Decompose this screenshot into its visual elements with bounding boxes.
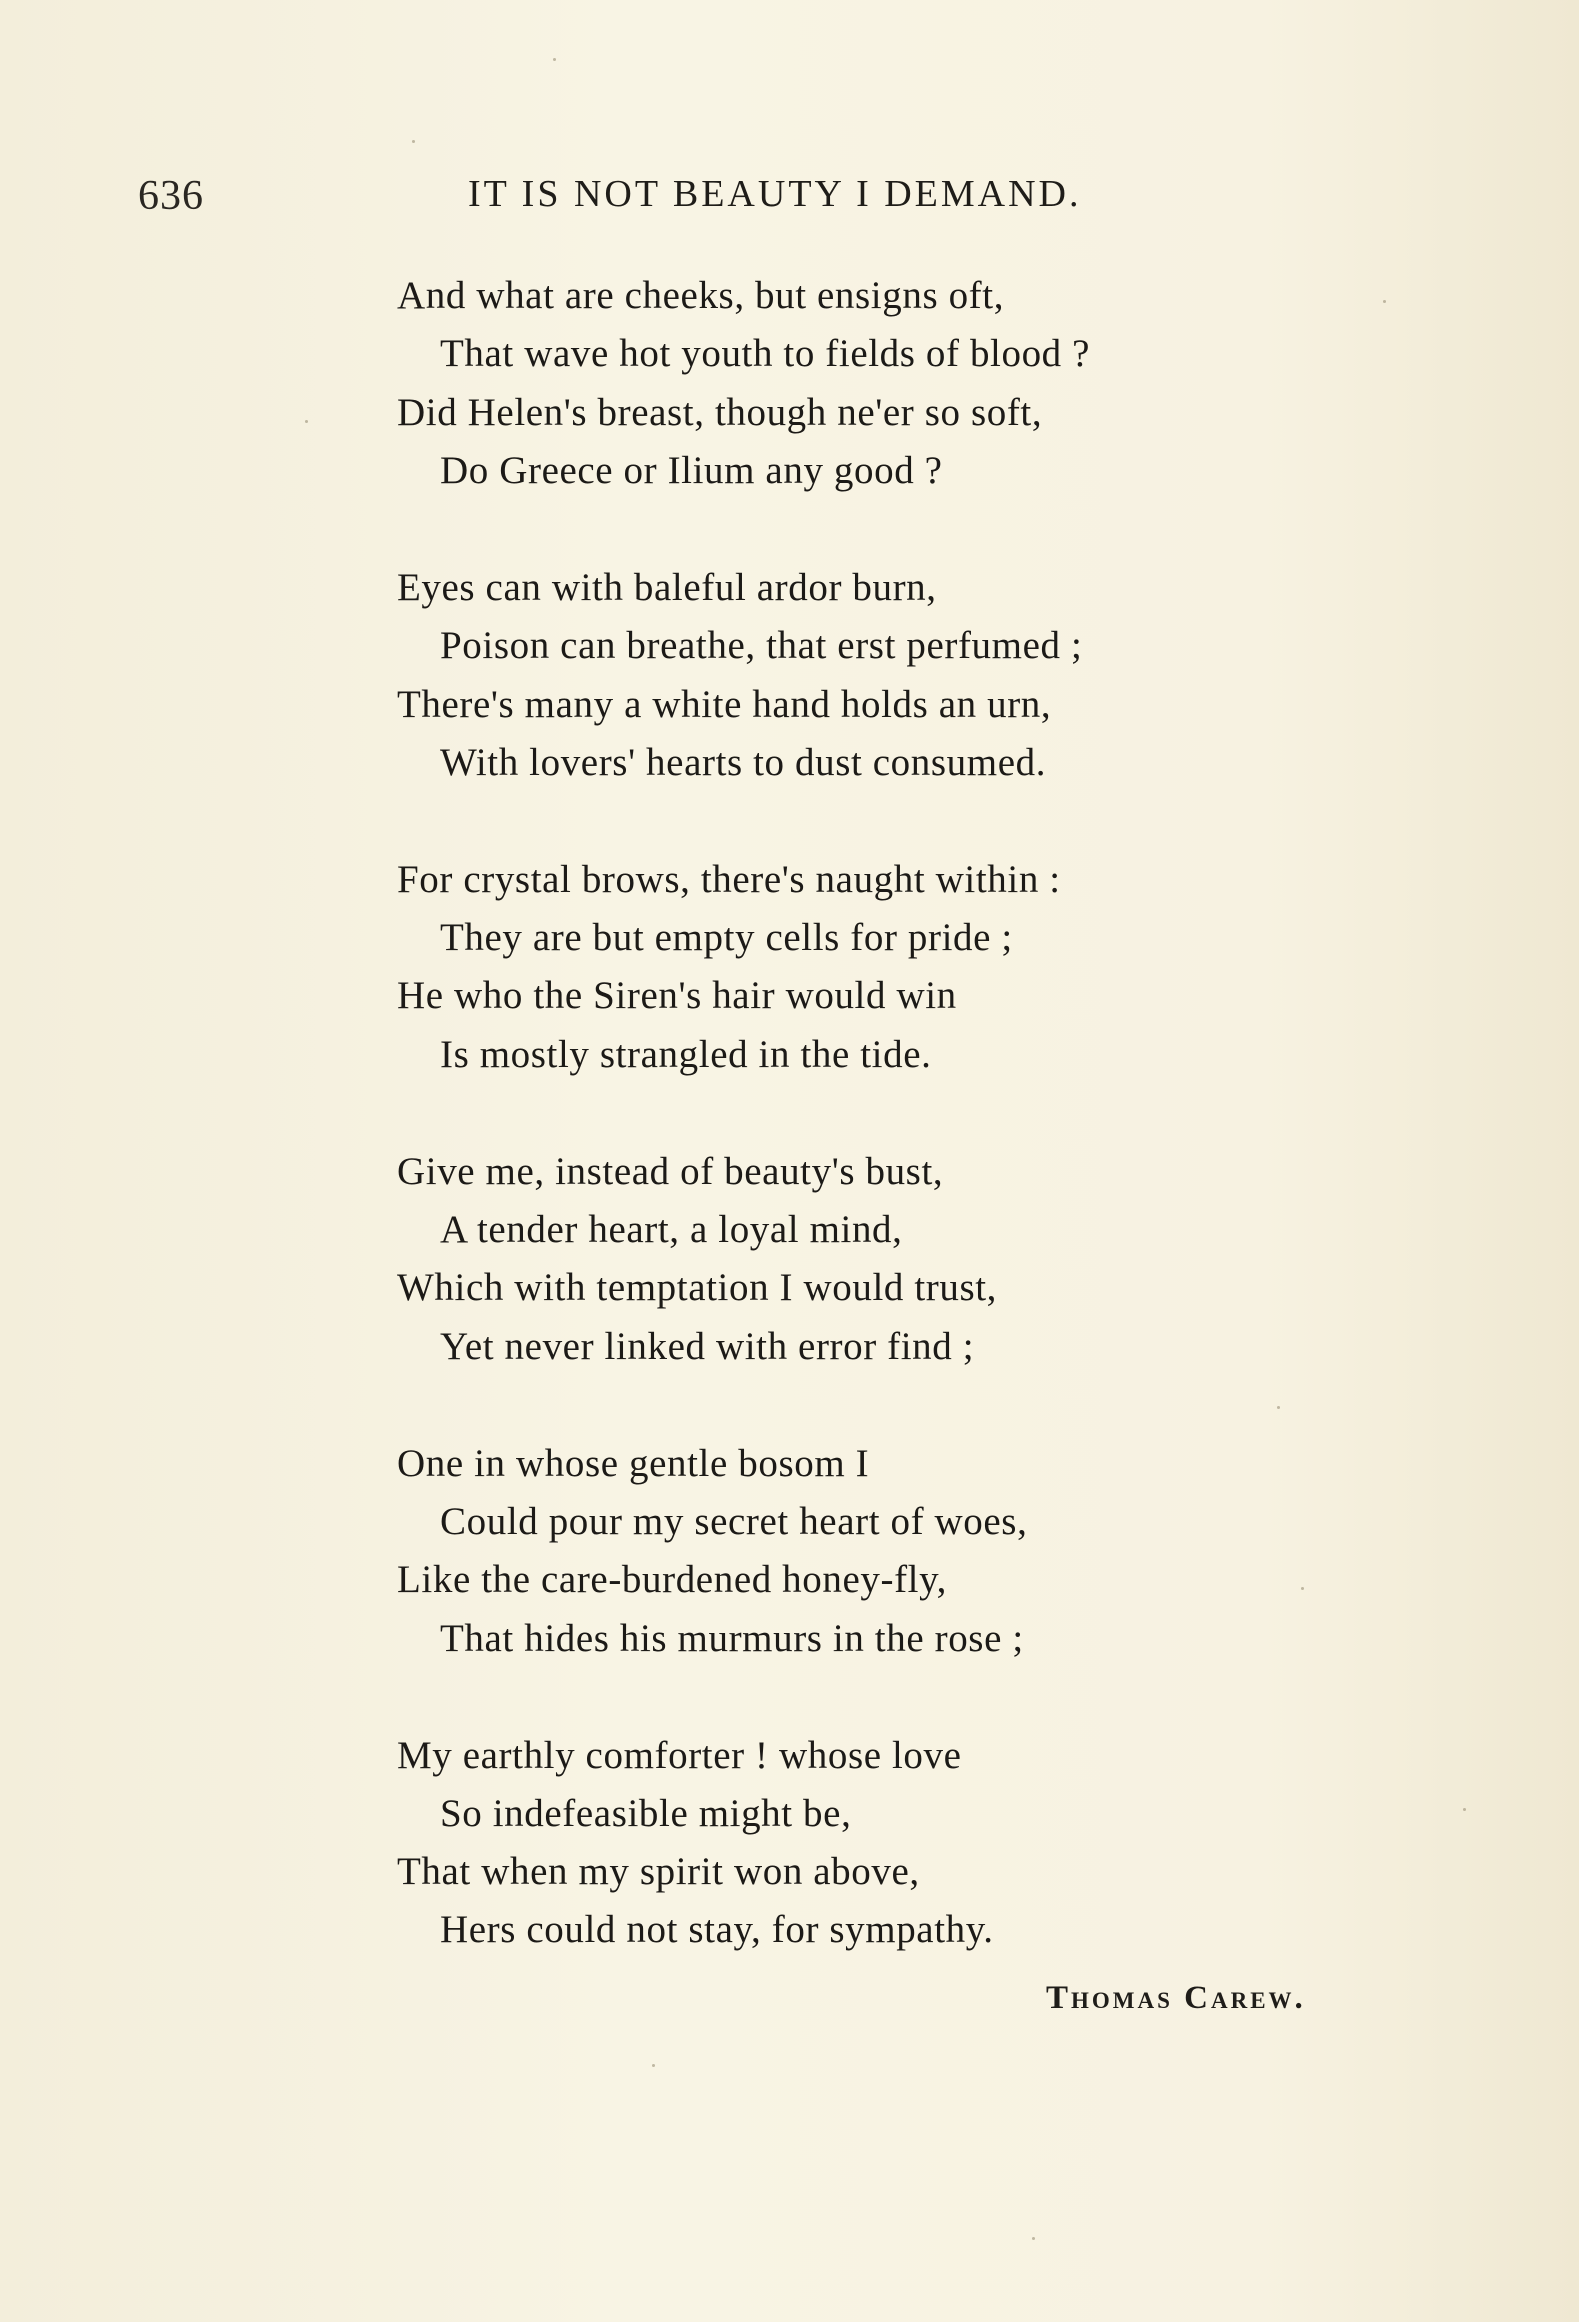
poem-line: There's many a white hand holds an urn, [397, 683, 1052, 726]
paper-speck [1032, 2237, 1035, 2240]
poem-line: Eyes can with baleful ardor burn, [397, 566, 937, 609]
author-signature: Thomas Carew. [1046, 1980, 1306, 2016]
poem-line: He who the Siren's hair would win [397, 974, 957, 1017]
paper-speck [1277, 1406, 1280, 1409]
poem-line: With lovers' hearts to dust consumed. [440, 741, 1047, 784]
page-number: 636 [138, 173, 204, 219]
poem-line: My earthly comforter ! whose love [397, 1734, 962, 1777]
paper-speck [652, 2064, 655, 2067]
poem-line: So indefeasible might be, [440, 1792, 852, 1835]
poem-line: Poison can breathe, that erst perfumed ; [440, 624, 1083, 667]
running-head-title: IT IS NOT BEAUTY I DEMAND. [468, 173, 1082, 215]
poem-line: Did Helen's breast, though ne'er so soft, [397, 391, 1043, 434]
poem-line: For crystal brows, there's naught within : [397, 858, 1061, 901]
paper-speck [1383, 300, 1386, 303]
poem-line: Which with temptation I would trust, [397, 1266, 998, 1309]
poem-line: One in whose gentle bosom I [397, 1442, 870, 1485]
poem-line: Could pour my secret heart of woes, [440, 1500, 1028, 1543]
poem-line: Like the care-burdened honey-fly, [397, 1558, 948, 1601]
paper-speck [412, 140, 415, 143]
poem-line: Yet never linked with error find ; [440, 1325, 975, 1368]
poem-line: They are but empty cells for pride ; [440, 916, 1013, 959]
poem-line: Do Greece or Ilium any good ? [440, 449, 943, 492]
paper-speck [1301, 1587, 1304, 1590]
poem-line: That hides his murmurs in the rose ; [440, 1617, 1024, 1660]
poem-line: A tender heart, a loyal mind, [440, 1208, 903, 1251]
poem-line: And what are cheeks, but ensigns oft, [397, 274, 1005, 317]
paper-speck [305, 420, 308, 423]
poem-line: That when my spirit won above, [397, 1850, 920, 1893]
paper-speck [1463, 1808, 1466, 1811]
poem-line: Hers could not stay, for sympathy. [440, 1908, 994, 1951]
paper-speck [553, 58, 556, 61]
poem-line: Is mostly strangled in the tide. [440, 1033, 932, 1076]
poem-line: That wave hot youth to fields of blood ? [440, 332, 1091, 375]
poem-line: Give me, instead of beauty's bust, [397, 1150, 944, 1193]
